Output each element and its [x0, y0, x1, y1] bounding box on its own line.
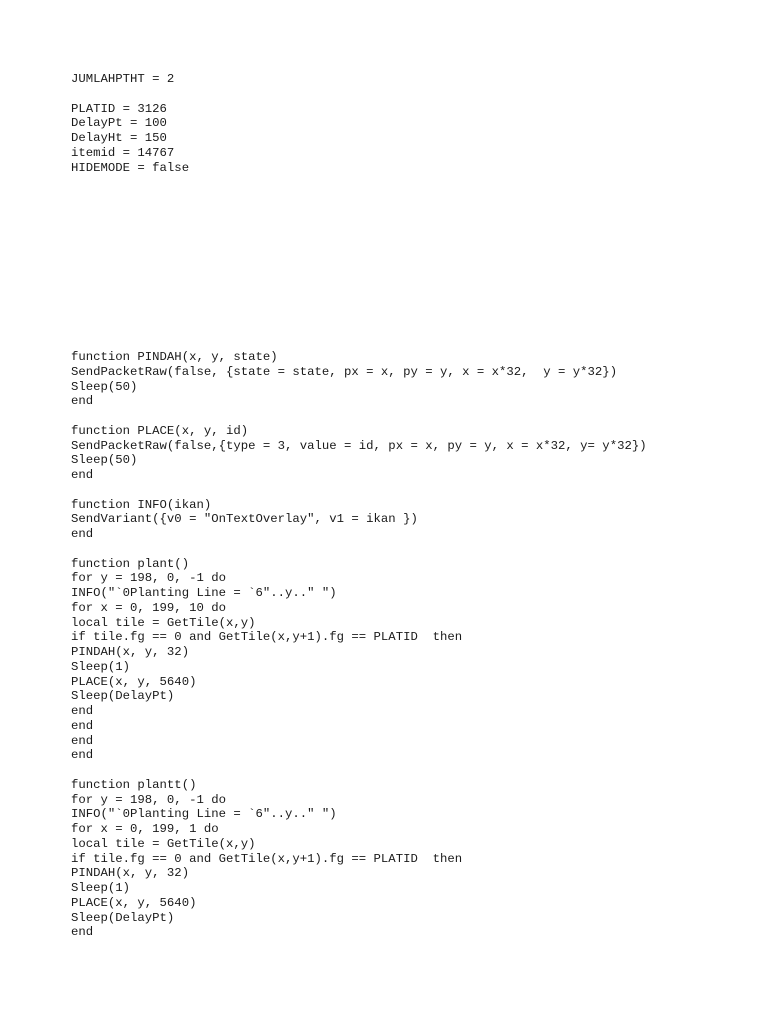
code-line: function PINDAH(x, y, state)	[71, 350, 278, 364]
code-line: end	[71, 704, 94, 718]
code-line: PINDAH(x, y, 32)	[71, 866, 190, 881]
code-line: itemid = 14767	[71, 145, 175, 160]
code-line: SendPacketRaw(false,{type = 3, value = id, px = x, py = y, x = x*32, y= y*32})	[71, 438, 647, 453]
code-line: end	[71, 718, 94, 733]
code-line: for y = 198, 0, -1 do	[71, 571, 226, 586]
code-line: for y = 198, 0, -1 do	[71, 792, 226, 807]
code-line: PLACE(x, y, 5640)	[71, 895, 197, 910]
code-line: for x = 0, 199, 10 do	[71, 600, 226, 615]
code-line: JUMLAHPTHT = 2	[71, 72, 175, 86]
code-line: Sleep(1)	[71, 659, 131, 674]
code-line: SendPacketRaw(false, {state = state, px = x, py = y, x = x*32, y = y*32})	[71, 364, 618, 379]
code-line: Sleep(1)	[71, 881, 131, 895]
code-line	[71, 483, 647, 498]
code-line: for x = 0, 199, 1 do	[71, 822, 219, 836]
functions-code-block	[71, 350, 647, 940]
code-line: Sleep(50)	[71, 379, 138, 394]
code-line: Sleep(50)	[71, 453, 138, 468]
config-code-block	[71, 72, 189, 175]
code-line: Sleep(DelayPt)	[71, 689, 175, 704]
code-line: Sleep(DelayPt)	[71, 910, 175, 925]
code-line: PINDAH(x, y, 32)	[71, 645, 190, 659]
code-line: end	[71, 468, 94, 482]
code-line	[71, 542, 647, 557]
code-line: function PLACE(x, y, id)	[71, 423, 249, 438]
code-line: local tile = GetTile(x,y)	[71, 615, 256, 630]
code-line: PLATID = 3126	[71, 101, 167, 116]
code-line: function plant()	[71, 556, 190, 571]
code-line: if tile.fg == 0 and GetTile(x,y+1).fg == PLATID then	[71, 630, 463, 645]
code-line: end	[71, 733, 94, 748]
code-line: INFO("`0Planting Line = `6"..y.." ")	[71, 807, 337, 822]
code-line	[71, 87, 189, 102]
code-line: end	[71, 748, 94, 763]
code-line: if tile.fg == 0 and GetTile(x,y+1).fg == PLATID then	[71, 851, 463, 866]
code-line: function plantt()	[71, 777, 197, 792]
code-line: end	[71, 394, 94, 409]
code-line: end	[71, 527, 94, 541]
code-line: SendVariant({v0 = "OnTextOverlay", v1 = ikan })	[71, 512, 418, 527]
code-line: PLACE(x, y, 5640)	[71, 674, 197, 689]
code-line: DelayHt = 150	[71, 131, 167, 145]
code-line: local tile = GetTile(x,y)	[71, 836, 256, 851]
code-line: function INFO(ikan)	[71, 497, 212, 512]
code-line: HIDEMODE = false	[71, 160, 190, 175]
code-line	[71, 409, 647, 424]
code-line: end	[71, 925, 94, 940]
code-line: INFO("`0Planting Line = `6"..y.." ")	[71, 586, 337, 600]
code-line: DelayPt = 100	[71, 116, 167, 131]
code-line	[71, 763, 647, 778]
